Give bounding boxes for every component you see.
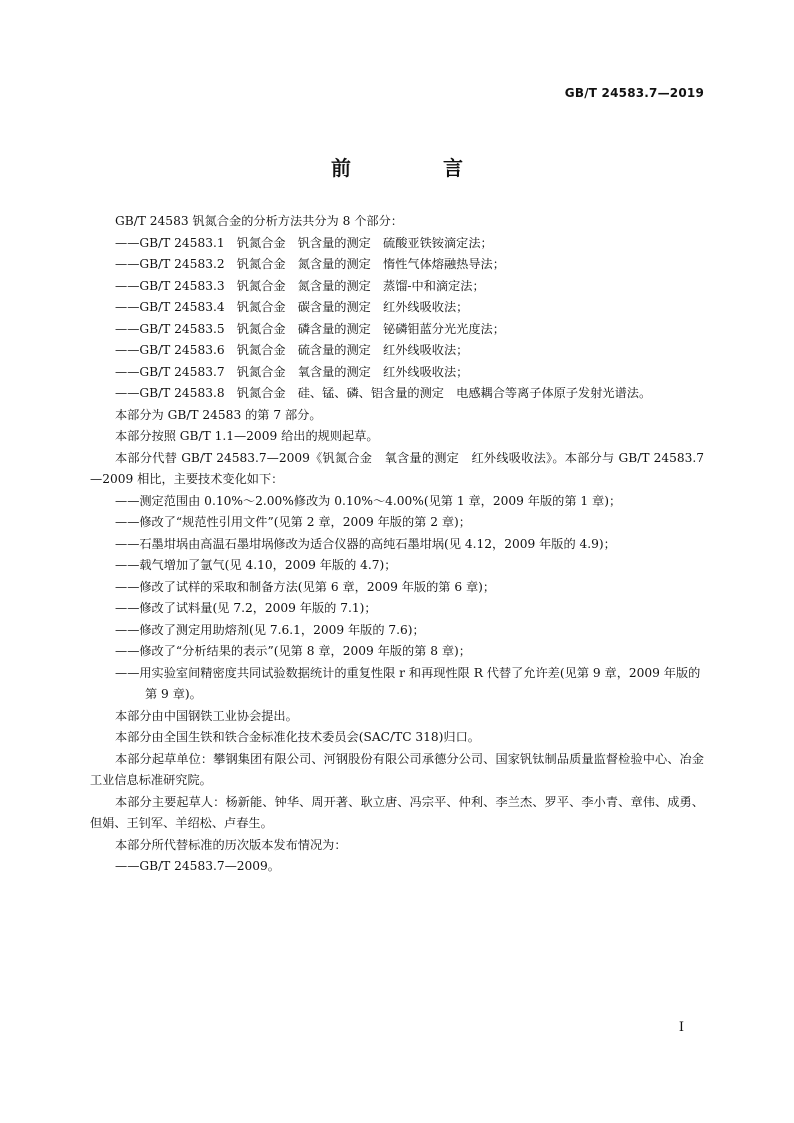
history-intro-paragraph: 本部分所代替标准的历次版本发布情况为： <box>115 837 347 852</box>
standard-number: GB/T 24583.7—2019 <box>564 86 704 100</box>
change-list-item: ——用实验室间精密度共同试验数据统计的重复性限 r 和再现性限 R 代替了允许差(见第 9 章，2009 年版的第 9 章)。 <box>115 665 701 701</box>
change-list-item: ——石墨坩埚由高温石墨坩埚修改为适合仪器的高纯石墨坩埚(见 4.12，2009 年版的 4.9)； <box>115 536 616 551</box>
change-list-item: ——载气增加了氩气(见 4.10，2009 年版的 4.7)； <box>115 558 397 572</box>
drafting-units-paragraph: 本部分起草单位：攀钢集团有限公司、河钢股份有限公司承德分公司、国家钒钛制品质量监督检验中心、冶金工业信息标准研究院。 <box>90 751 704 787</box>
change-list-item: ——修改了“分析结果的表示”(见第 8 章，2009 年版的第 8 章)； <box>115 644 471 658</box>
change-list-item: ——测定范围由 0.10%～2.00%修改为 0.10%～4.00%(见第 1 章，2009 年版的第 1 章)； <box>115 493 622 508</box>
part-list-item: ——GB/T 24583.6 钒氮合金 硫含量的测定 红外线吸收法； <box>115 343 469 357</box>
change-list-item: ——修改了试样的采取和制备方法(见第 6 章，2009 年版的第 6 章)； <box>115 579 496 594</box>
foreword-body <box>90 211 704 878</box>
history-list-item: ——GB/T 24583.7—2009。 <box>115 859 280 873</box>
part-list-item: ——GB/T 24583.2 钒氮合金 氮含量的测定 惰性气体熔融热导法； <box>115 257 505 271</box>
replaces-paragraph: 本部分代替 GB/T 24583.7—2009《钒氮合金 氧含量的测定 红外线吸收法》。本部分与 GB/T 24583.7—2009 相比，主要技术变化如下： <box>90 450 704 486</box>
part-of-paragraph: 本部分为 GB/T 24583 的第 7 部分。 <box>115 407 322 422</box>
page-number: I <box>678 1020 684 1035</box>
intro-paragraph: GB/T 24583 钒氮合金的分析方法共分为 8 个部分： <box>115 214 403 228</box>
change-list-item: ——修改了“规范性引用文件”(见第 2 章，2009 年版的第 2 章)； <box>115 515 471 529</box>
part-list-item: ——GB/T 24583.1 钒氮合金 钒含量的测定 硫酸亚铁铵滴定法； <box>115 235 493 250</box>
part-list-item: ——GB/T 24583.7 钒氮合金 氧含量的测定 红外线吸收法； <box>115 364 469 379</box>
jurisdiction-paragraph: 本部分由全国生铁和铁合金标准化技术委员会(SAC/TC 318)归口。 <box>115 730 480 744</box>
page-title: 前 言 <box>331 156 499 180</box>
part-list-item: ——GB/T 24583.8 钒氮合金 硅、锰、磷、铝含量的测定 电感耦合等离子体原子发射光谱法。 <box>115 386 652 400</box>
change-list-item: ——修改了试料量(见 7.2，2009 年版的 7.1)； <box>115 601 377 615</box>
part-list-item: ——GB/T 24583.4 钒氮合金 碳含量的测定 红外线吸收法； <box>115 300 469 314</box>
part-list-item: ——GB/T 24583.3 钒氮合金 氮含量的测定 蒸馏-中和滴定法； <box>115 278 485 293</box>
drafting-rules-paragraph: 本部分按照 GB/T 1.1—2009 给出的规则起草。 <box>115 429 379 443</box>
drafters-paragraph: 本部分主要起草人：杨新能、钟华、周开著、耿立唐、冯宗平、仲利、李兰杰、罗平、李小青、章伟、成勇、但娟、王钊军、羊绍松、卢春生。 <box>90 794 704 830</box>
proposed-by-paragraph: 本部分由中国钢铁工业协会提出。 <box>115 708 298 723</box>
change-list-item: ——修改了测定用助熔剂(见 7.6.1，2009 年版的 7.6)； <box>115 622 425 637</box>
part-list-item: ——GB/T 24583.5 钒氮合金 磷含量的测定 铋磷钼蓝分光光度法； <box>115 321 505 336</box>
